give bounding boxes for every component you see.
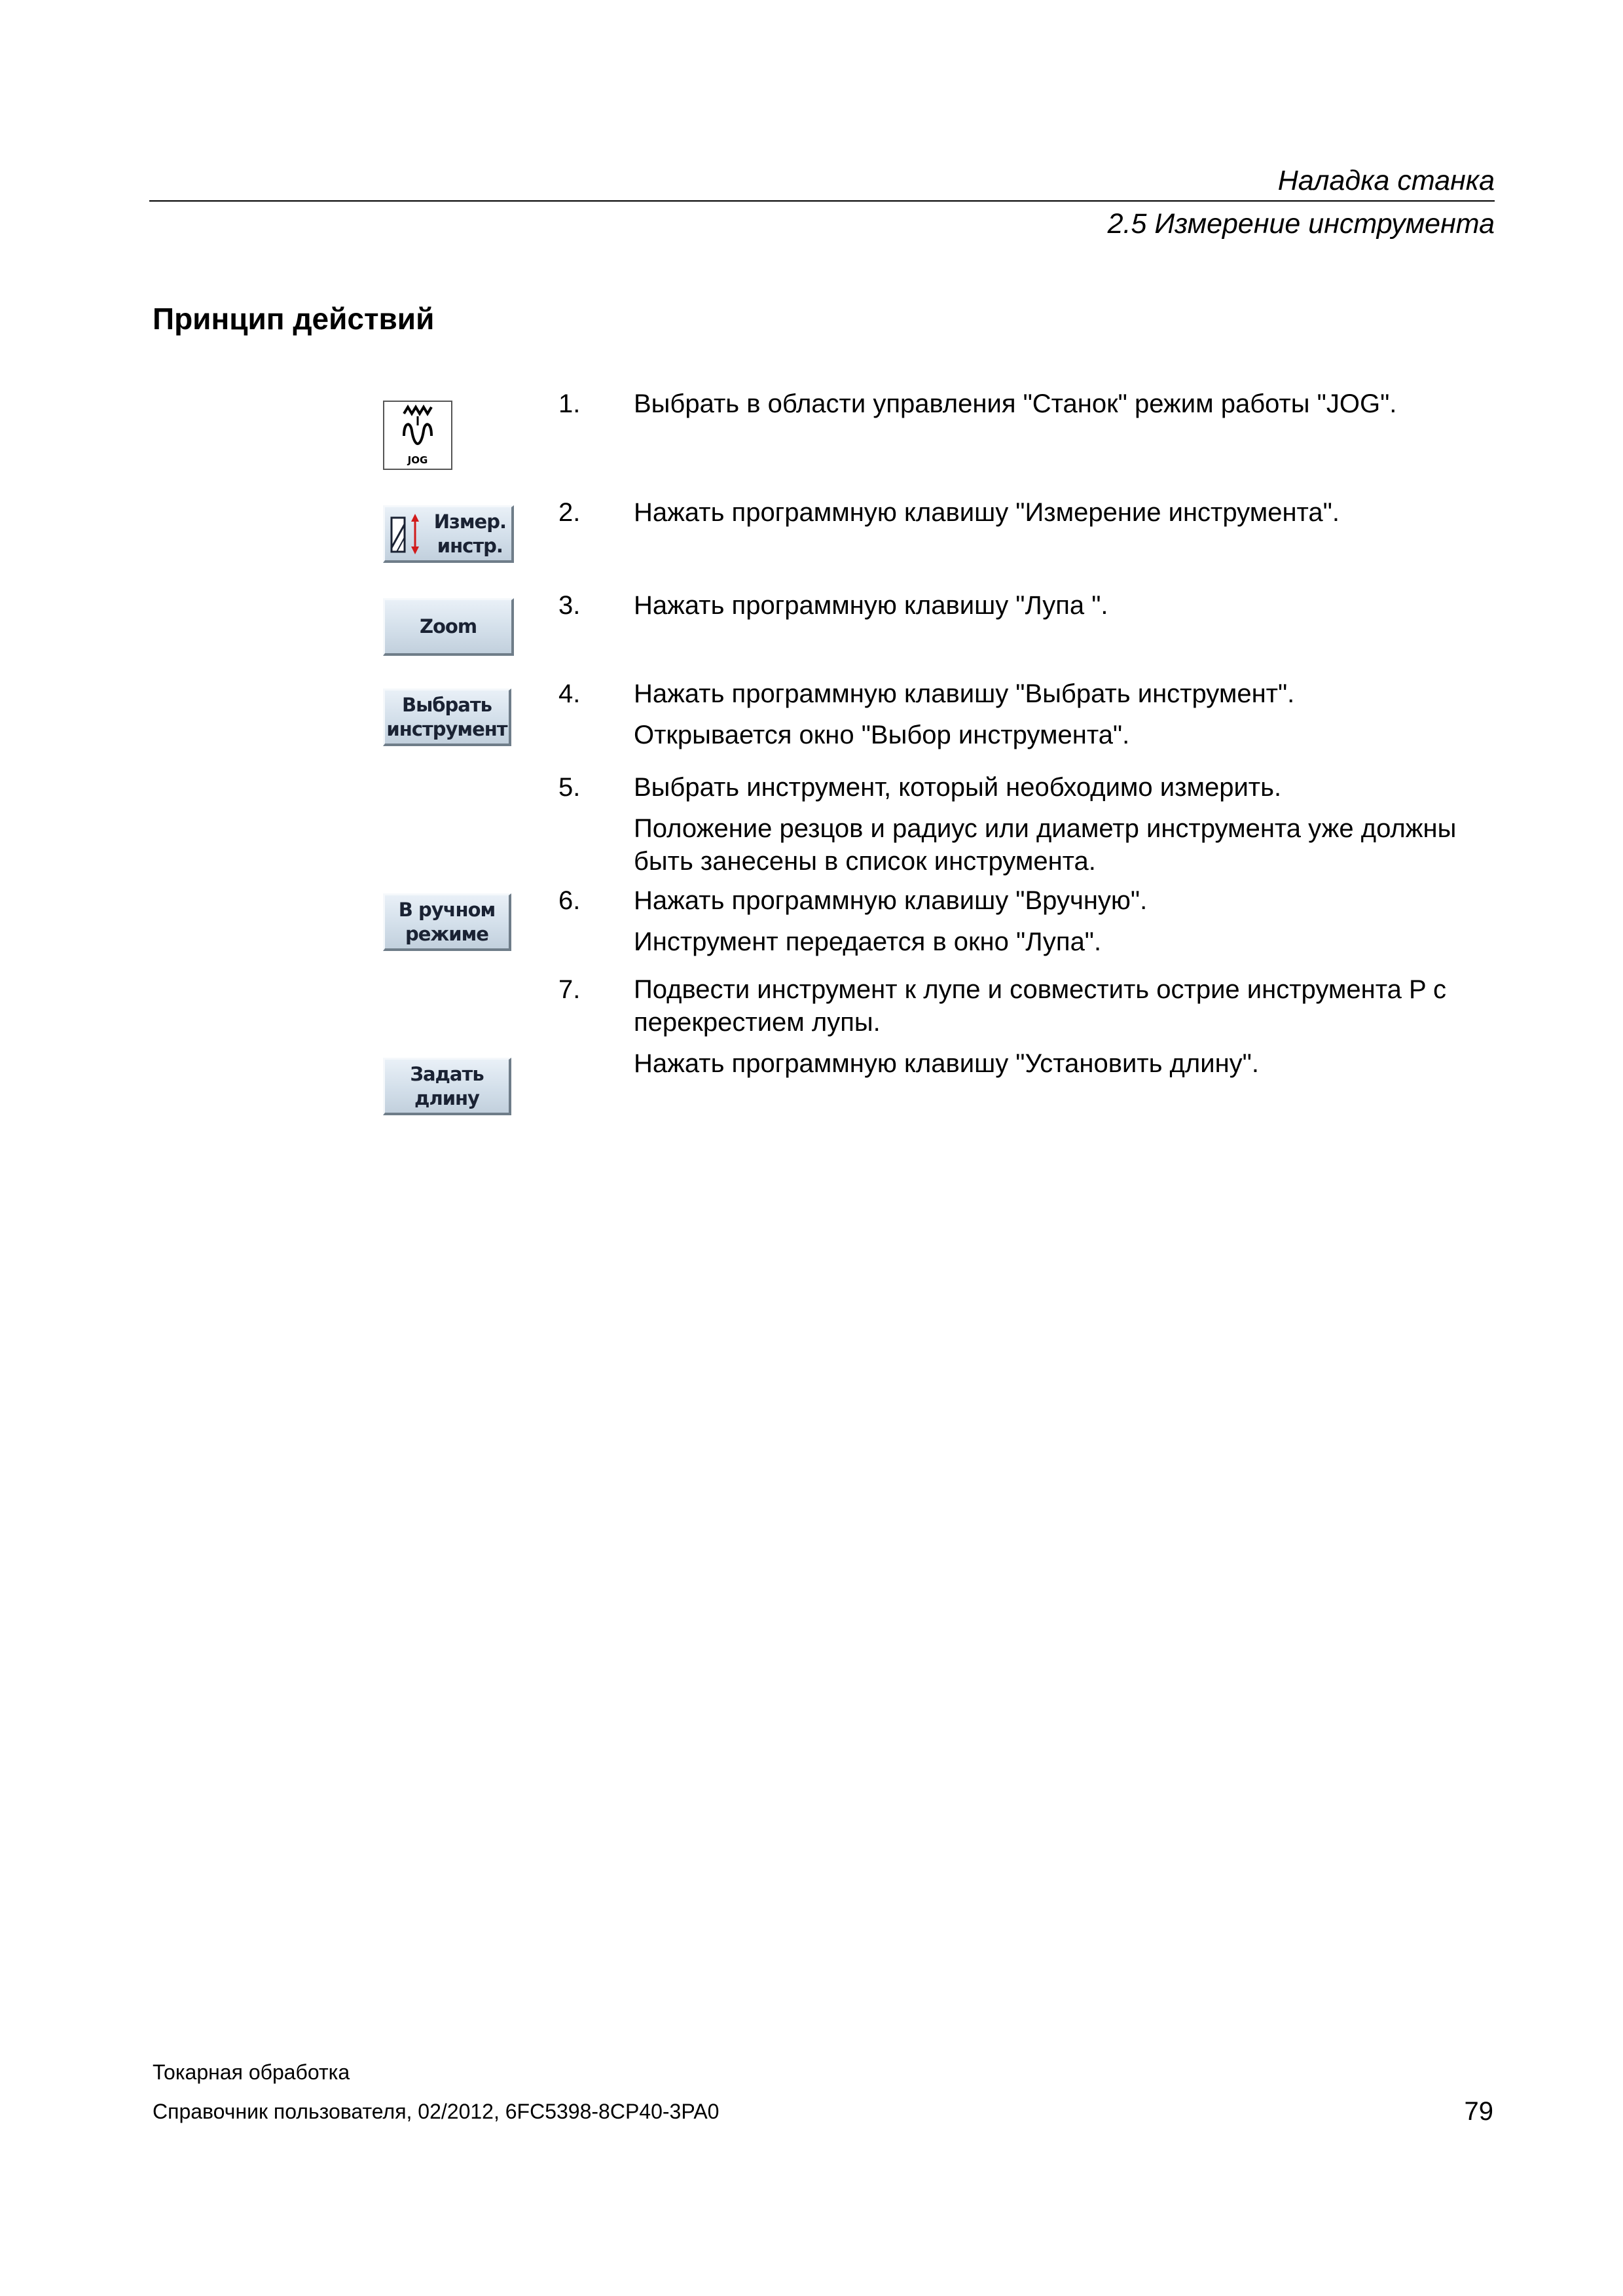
chapter-title: Наладка станка [1277, 165, 1495, 196]
measure-tool-label-line2: инстр. [437, 534, 503, 557]
jog-wave-icon [384, 402, 451, 454]
step-text: Нажать программную клавишу "Лупа ". [634, 591, 1108, 620]
manual-mode-softkey[interactable] [383, 893, 511, 951]
jog-label: JOG [407, 454, 428, 466]
step-number: 2. [558, 498, 581, 527]
select-tool-label-line1: Выбрать [401, 693, 492, 716]
step-number: 1. [558, 389, 581, 418]
step-note: Нажать программную клавишу "Установить длину". [634, 1049, 1259, 1078]
zoom-softkey[interactable] [383, 598, 514, 656]
procedure-title: Принцип действий [153, 302, 435, 336]
step-text: Нажать программную клавишу "Выбрать инструмент". [634, 679, 1295, 708]
step-text: Подвести инструмент к лупе и совместить острие инструмента P с перекрестием лупы. [634, 975, 1447, 1037]
jog-key[interactable] [383, 401, 452, 470]
step-number: 5. [558, 773, 581, 802]
step-number: 3. [558, 591, 581, 620]
section-heading: 2.5 Измерение инструмента [1107, 208, 1495, 240]
select-tool-softkey[interactable] [383, 689, 511, 746]
select-tool-label-line2: инструмент [386, 717, 507, 740]
tool-measure-icon [389, 511, 424, 557]
footer-product: Токарная обработка [153, 2060, 350, 2084]
step-note: Положение резцов и радиус или диаметр инструмента уже должны быть занесены в список инструмента. [634, 814, 1457, 876]
step-number: 6. [558, 886, 581, 915]
step-number: 7. [558, 975, 581, 1004]
step-text: Нажать программную клавишу "Вручную". [634, 886, 1148, 915]
manual-mode-label-line2: режиме [405, 922, 488, 945]
step-text: Выбрать в области управления "Станок" режим работы "JOG". [634, 389, 1397, 418]
step-note: Инструмент передается в окно "Лупа". [634, 927, 1102, 956]
set-length-softkey[interactable] [383, 1058, 511, 1115]
footer-manual-info: Справочник пользователя, 02/2012, 6FC5398-8CP40-3PA0 [153, 2100, 720, 2123]
step-number: 4. [558, 679, 581, 708]
step-text: Выбрать инструмент, который необходимо измерить. [634, 773, 1282, 802]
measure-tool-label-line1: Измер. [433, 510, 506, 533]
step-text: Нажать программную клавишу "Измерение инструмента". [634, 498, 1340, 527]
measure-tool-softkey[interactable] [383, 505, 514, 563]
set-length-label-line2: длину [414, 1086, 479, 1109]
manual-mode-label-line1: В ручном [398, 898, 496, 921]
header-divider [149, 200, 1495, 202]
step-note: Открывается окно "Выбор инструмента". [634, 721, 1130, 749]
page-number: 79 [1464, 2097, 1493, 2126]
set-length-label-line1: Задать [410, 1062, 484, 1085]
zoom-label: Zoom [419, 615, 477, 637]
